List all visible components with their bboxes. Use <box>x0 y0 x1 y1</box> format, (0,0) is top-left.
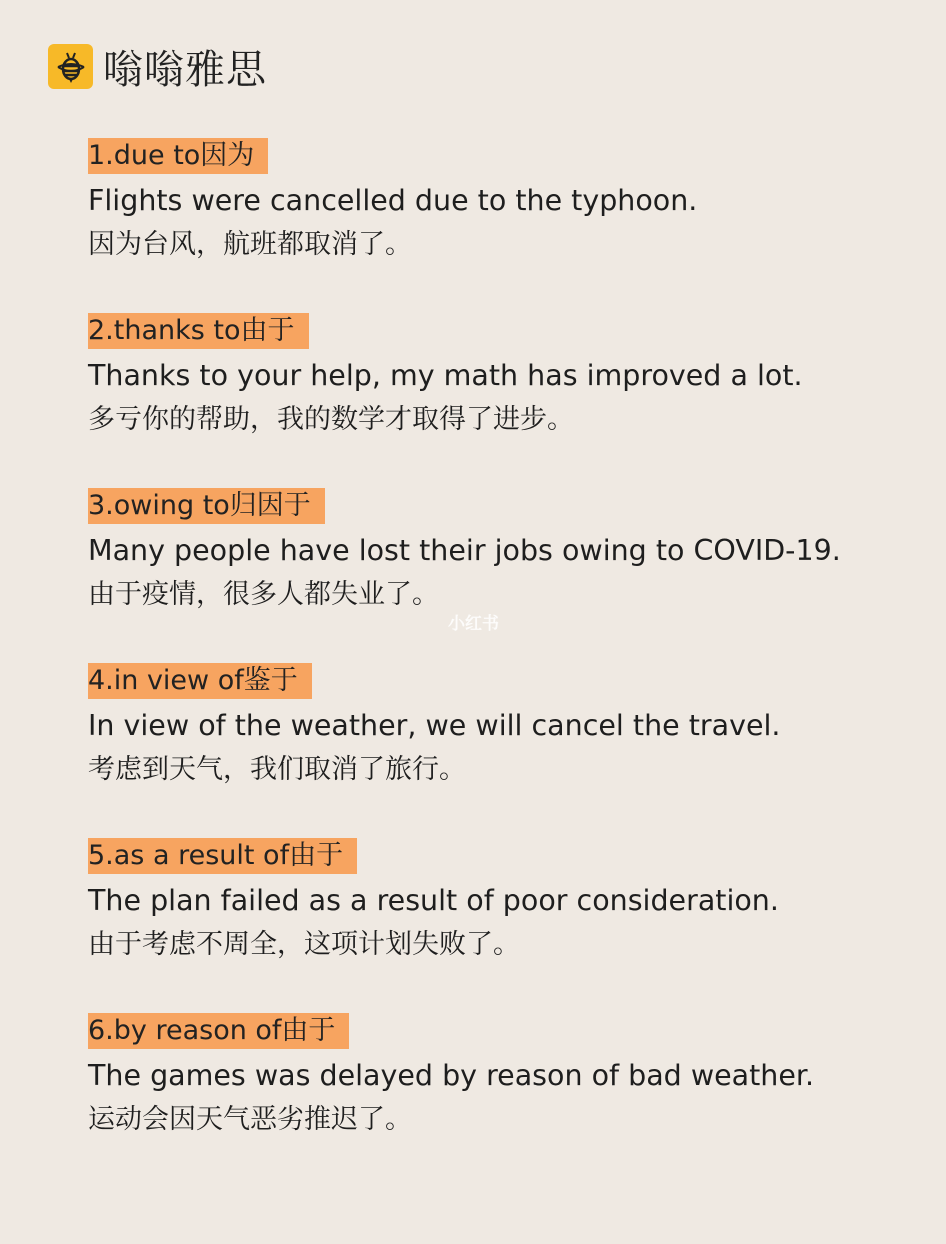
english-example: Thanks to your help, my math has improved a lot. <box>88 359 803 392</box>
english-example: Flights were cancelled due to the typhoon. <box>88 184 698 217</box>
bee-icon <box>48 44 93 89</box>
phrase-item <box>88 1013 814 1140</box>
chinese-translation: 多亏你的帮助，我的数学才取得了进步。 <box>88 404 574 435</box>
phrase-heading: 2.thanks to由于 <box>88 313 309 349</box>
chinese-translation: 考虑到天气，我们取消了旅行。 <box>88 754 466 785</box>
english-example: The plan failed as a result of poor consideration. <box>88 884 779 917</box>
chinese-translation: 因为台风，航班都取消了。 <box>88 229 412 260</box>
phrase-heading: 6.by reason of由于 <box>88 1013 349 1049</box>
phrase-heading: 1.due to因为 <box>88 138 268 174</box>
phrase-item <box>88 488 841 615</box>
chinese-translation: 由于疫情，很多人都失业了。 <box>88 579 439 610</box>
english-example: Many people have lost their jobs owing to COVID-19. <box>88 534 841 567</box>
watermark: 小红书 <box>448 614 499 634</box>
brand-name: 嗡嗡雅思 <box>103 47 267 93</box>
english-example: In view of the weather, we will cancel the travel. <box>88 709 781 742</box>
phrase-heading: 4.in view of鉴于 <box>88 663 312 699</box>
phrase-item <box>88 313 803 440</box>
phrase-heading: 5.as a result of由于 <box>88 838 357 874</box>
english-example: The games was delayed by reason of bad weather. <box>88 1059 815 1092</box>
phrase-item <box>88 138 697 265</box>
phrase-item <box>88 838 779 965</box>
brand-logo <box>48 38 267 95</box>
phrase-heading: 3.owing to归因于 <box>88 488 325 524</box>
phrase-item <box>88 663 780 790</box>
chinese-translation: 由于考虑不周全，这项计划失败了。 <box>88 929 520 960</box>
chinese-translation: 运动会因天气恶劣推迟了。 <box>88 1104 412 1135</box>
